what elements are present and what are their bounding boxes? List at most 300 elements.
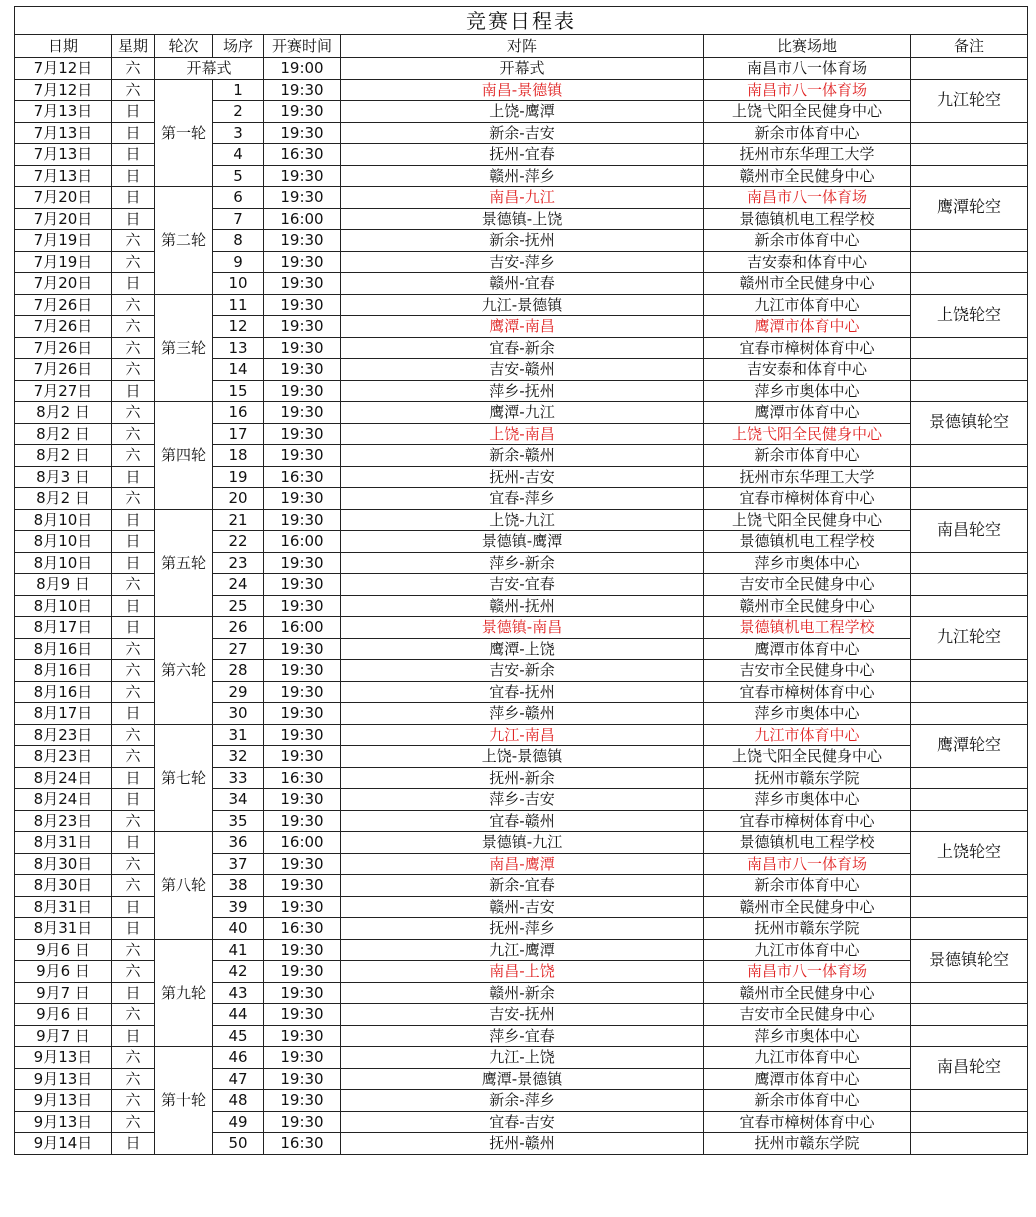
match-venue: 景德镇机电工程学校 (704, 617, 911, 639)
match-time: 19:30 (264, 380, 341, 402)
round-remark: 九江轮空 (911, 617, 1028, 660)
match-number: 10 (213, 273, 264, 295)
match-weekday: 六 (112, 746, 155, 768)
match-weekday: 日 (112, 101, 155, 123)
match-time: 19:30 (264, 595, 341, 617)
match-weekday: 日 (112, 918, 155, 940)
match-time: 19:30 (264, 552, 341, 574)
match-date: 7月13日 (15, 101, 112, 123)
match-weekday: 六 (112, 1111, 155, 1133)
match-time: 19:30 (264, 939, 341, 961)
table-row (15, 509, 1028, 531)
match-number: 39 (213, 896, 264, 918)
match-matchup: 景德镇-九江 (341, 832, 704, 854)
round-label: 第五轮 (155, 509, 213, 617)
match-weekday: 六 (112, 853, 155, 875)
match-weekday: 日 (112, 982, 155, 1004)
match-number: 16 (213, 402, 264, 424)
match-time: 19:30 (264, 122, 341, 144)
match-time: 19:30 (264, 703, 341, 725)
match-venue: 赣州市全民健身中心 (704, 595, 911, 617)
match-weekday: 六 (112, 294, 155, 316)
remark-empty (911, 810, 1028, 832)
column-header: 轮次 (155, 35, 213, 58)
match-matchup: 吉安-新余 (341, 660, 704, 682)
match-time: 19:30 (264, 251, 341, 273)
match-time: 19:30 (264, 187, 341, 209)
match-time: 19:30 (264, 1068, 341, 1090)
remark-empty (911, 574, 1028, 596)
match-weekday: 六 (112, 810, 155, 832)
opening-label: 开幕式 (155, 58, 264, 80)
round-label: 第一轮 (155, 79, 213, 187)
remark-empty (911, 251, 1028, 273)
match-number: 11 (213, 294, 264, 316)
match-matchup: 鹰潭-南昌 (341, 316, 704, 338)
match-weekday: 日 (112, 531, 155, 553)
round-remark: 鹰潭轮空 (911, 724, 1028, 767)
match-date: 7月13日 (15, 165, 112, 187)
match-time: 16:30 (264, 767, 341, 789)
match-venue: 抚州市赣东学院 (704, 918, 911, 940)
schedule-sheet (14, 6, 1027, 1155)
match-weekday: 日 (112, 595, 155, 617)
match-time: 16:00 (264, 208, 341, 230)
match-venue: 赣州市全民健身中心 (704, 273, 911, 295)
match-date: 8月2 日 (15, 402, 112, 424)
round-remark: 鹰潭轮空 (911, 187, 1028, 230)
match-number: 15 (213, 380, 264, 402)
match-time: 19:30 (264, 165, 341, 187)
match-matchup: 抚州-萍乡 (341, 918, 704, 940)
match-number: 38 (213, 875, 264, 897)
match-venue: 九江市体育中心 (704, 724, 911, 746)
match-matchup: 上饶-九江 (341, 509, 704, 531)
match-weekday: 六 (112, 724, 155, 746)
match-number: 23 (213, 552, 264, 574)
match-venue: 赣州市全民健身中心 (704, 896, 911, 918)
match-venue: 鹰潭市体育中心 (704, 638, 911, 660)
match-time: 19:30 (264, 273, 341, 295)
match-date: 8月30日 (15, 875, 112, 897)
match-matchup: 上饶-南昌 (341, 423, 704, 445)
match-venue: 景德镇机电工程学校 (704, 208, 911, 230)
match-weekday: 日 (112, 122, 155, 144)
opening-matchup: 开幕式 (341, 58, 704, 80)
match-matchup: 吉安-萍乡 (341, 251, 704, 273)
remark-empty (911, 165, 1028, 187)
match-venue: 景德镇机电工程学校 (704, 832, 911, 854)
match-venue: 萍乡市奥体中心 (704, 789, 911, 811)
match-matchup: 萍乡-抚州 (341, 380, 704, 402)
match-venue: 南昌市八一体育场 (704, 853, 911, 875)
match-time: 19:30 (264, 101, 341, 123)
table-row (15, 724, 1028, 746)
match-matchup: 南昌-九江 (341, 187, 704, 209)
match-date: 7月26日 (15, 337, 112, 359)
match-matchup: 九江-南昌 (341, 724, 704, 746)
match-date: 7月13日 (15, 144, 112, 166)
match-date: 8月24日 (15, 767, 112, 789)
match-venue: 吉安市全民健身中心 (704, 1004, 911, 1026)
remark-empty (911, 595, 1028, 617)
match-matchup: 南昌-景德镇 (341, 79, 704, 101)
match-venue: 鹰潭市体育中心 (704, 1068, 911, 1090)
match-time: 16:00 (264, 531, 341, 553)
match-number: 8 (213, 230, 264, 252)
match-number: 25 (213, 595, 264, 617)
round-remark: 上饶轮空 (911, 832, 1028, 875)
match-number: 27 (213, 638, 264, 660)
match-matchup: 南昌-上饶 (341, 961, 704, 983)
match-date: 8月24日 (15, 789, 112, 811)
match-time: 19:30 (264, 1004, 341, 1026)
match-number: 34 (213, 789, 264, 811)
match-time: 19:30 (264, 423, 341, 445)
match-matchup: 萍乡-吉安 (341, 789, 704, 811)
match-date: 8月2 日 (15, 423, 112, 445)
match-weekday: 六 (112, 445, 155, 467)
remark-empty (911, 273, 1028, 295)
match-date: 8月30日 (15, 853, 112, 875)
match-number: 4 (213, 144, 264, 166)
match-weekday: 六 (112, 1004, 155, 1026)
match-date: 8月31日 (15, 896, 112, 918)
match-number: 48 (213, 1090, 264, 1112)
match-matchup: 宜春-新余 (341, 337, 704, 359)
match-number: 42 (213, 961, 264, 983)
match-venue: 抚州市赣东学院 (704, 1133, 911, 1155)
match-weekday: 日 (112, 617, 155, 639)
match-venue: 抚州市东华理工大学 (704, 144, 911, 166)
match-matchup: 九江-上饶 (341, 1047, 704, 1069)
match-date: 7月26日 (15, 316, 112, 338)
match-weekday: 六 (112, 961, 155, 983)
match-matchup: 景德镇-鹰潭 (341, 531, 704, 553)
match-date: 9月6 日 (15, 1004, 112, 1026)
remark-empty (911, 466, 1028, 488)
match-venue: 赣州市全民健身中心 (704, 982, 911, 1004)
match-weekday: 六 (112, 488, 155, 510)
match-weekday: 日 (112, 767, 155, 789)
match-time: 19:30 (264, 1025, 341, 1047)
match-weekday: 六 (112, 402, 155, 424)
match-matchup: 吉安-抚州 (341, 1004, 704, 1026)
match-weekday: 日 (112, 789, 155, 811)
match-time: 19:30 (264, 681, 341, 703)
column-header: 比赛场地 (704, 35, 911, 58)
match-number: 30 (213, 703, 264, 725)
match-number: 37 (213, 853, 264, 875)
match-matchup: 抚州-吉安 (341, 466, 704, 488)
match-number: 26 (213, 617, 264, 639)
match-number: 32 (213, 746, 264, 768)
column-header: 对阵 (341, 35, 704, 58)
match-matchup: 新余-赣州 (341, 445, 704, 467)
match-matchup: 新余-宜春 (341, 875, 704, 897)
remark-empty (911, 445, 1028, 467)
match-venue: 萍乡市奥体中心 (704, 703, 911, 725)
match-weekday: 六 (112, 316, 155, 338)
match-date: 8月23日 (15, 724, 112, 746)
match-date: 7月26日 (15, 359, 112, 381)
match-number: 35 (213, 810, 264, 832)
round-remark: 南昌轮空 (911, 1047, 1028, 1090)
match-weekday: 六 (112, 230, 155, 252)
round-label: 第二轮 (155, 187, 213, 295)
opening-time: 19:00 (264, 58, 341, 80)
round-label: 第九轮 (155, 939, 213, 1047)
match-venue: 九江市体育中心 (704, 1047, 911, 1069)
match-time: 16:30 (264, 144, 341, 166)
remark-empty (911, 230, 1028, 252)
match-time: 19:30 (264, 789, 341, 811)
round-label: 第四轮 (155, 402, 213, 510)
match-time: 19:30 (264, 853, 341, 875)
match-date: 9月6 日 (15, 961, 112, 983)
match-time: 19:30 (264, 316, 341, 338)
remark-empty (911, 488, 1028, 510)
match-date: 8月2 日 (15, 445, 112, 467)
match-date: 7月13日 (15, 122, 112, 144)
match-matchup: 萍乡-赣州 (341, 703, 704, 725)
match-date: 8月10日 (15, 509, 112, 531)
match-number: 5 (213, 165, 264, 187)
match-number: 22 (213, 531, 264, 553)
match-date: 8月17日 (15, 617, 112, 639)
match-weekday: 日 (112, 208, 155, 230)
round-remark: 上饶轮空 (911, 294, 1028, 337)
remark-empty (911, 1004, 1028, 1026)
match-matchup: 抚州-赣州 (341, 1133, 704, 1155)
match-time: 16:00 (264, 832, 341, 854)
match-date: 8月16日 (15, 681, 112, 703)
match-weekday: 日 (112, 896, 155, 918)
match-venue: 宜春市樟树体育中心 (704, 681, 911, 703)
schedule-table (14, 6, 1028, 1155)
column-header: 开赛时间 (264, 35, 341, 58)
match-weekday: 六 (112, 1047, 155, 1069)
match-date: 8月10日 (15, 595, 112, 617)
match-weekday: 日 (112, 273, 155, 295)
match-date: 8月3 日 (15, 466, 112, 488)
match-number: 43 (213, 982, 264, 1004)
remark-empty (911, 918, 1028, 940)
match-venue: 南昌市八一体育场 (704, 961, 911, 983)
match-venue: 赣州市全民健身中心 (704, 165, 911, 187)
match-time: 19:30 (264, 488, 341, 510)
match-venue: 宜春市樟树体育中心 (704, 1111, 911, 1133)
match-matchup: 新余-抚州 (341, 230, 704, 252)
remark-empty (911, 789, 1028, 811)
match-time: 19:30 (264, 1111, 341, 1133)
match-matchup: 赣州-抚州 (341, 595, 704, 617)
match-weekday: 日 (112, 380, 155, 402)
match-matchup: 吉安-宜春 (341, 574, 704, 596)
match-weekday: 六 (112, 79, 155, 101)
match-weekday: 日 (112, 703, 155, 725)
match-date: 8月17日 (15, 703, 112, 725)
match-venue: 抚州市东华理工大学 (704, 466, 911, 488)
match-time: 19:30 (264, 875, 341, 897)
match-matchup: 萍乡-新余 (341, 552, 704, 574)
match-date: 8月9 日 (15, 574, 112, 596)
match-number: 7 (213, 208, 264, 230)
match-time: 19:30 (264, 79, 341, 101)
match-number: 1 (213, 79, 264, 101)
match-matchup: 景德镇-上饶 (341, 208, 704, 230)
match-weekday: 日 (112, 144, 155, 166)
match-date: 9月13日 (15, 1111, 112, 1133)
match-venue: 上饶弋阳全民健身中心 (704, 423, 911, 445)
match-date: 7月19日 (15, 251, 112, 273)
remark-empty (911, 552, 1028, 574)
match-date: 8月23日 (15, 746, 112, 768)
match-matchup: 赣州-宜春 (341, 273, 704, 295)
match-time: 19:30 (264, 574, 341, 596)
match-number: 3 (213, 122, 264, 144)
match-date: 9月13日 (15, 1090, 112, 1112)
match-matchup: 宜春-吉安 (341, 1111, 704, 1133)
match-matchup: 九江-景德镇 (341, 294, 704, 316)
match-time: 19:30 (264, 961, 341, 983)
remark-empty (911, 767, 1028, 789)
match-matchup: 赣州-吉安 (341, 896, 704, 918)
match-number: 13 (213, 337, 264, 359)
match-matchup: 宜春-抚州 (341, 681, 704, 703)
match-number: 9 (213, 251, 264, 273)
match-time: 19:30 (264, 724, 341, 746)
remark-empty (911, 337, 1028, 359)
match-date: 7月12日 (15, 79, 112, 101)
match-matchup: 宜春-萍乡 (341, 488, 704, 510)
header-row (15, 35, 1028, 58)
match-venue: 九江市体育中心 (704, 294, 911, 316)
match-matchup: 赣州-萍乡 (341, 165, 704, 187)
match-venue: 宜春市樟树体育中心 (704, 488, 911, 510)
match-weekday: 六 (112, 681, 155, 703)
match-date: 7月20日 (15, 187, 112, 209)
match-matchup: 南昌-鹰潭 (341, 853, 704, 875)
round-label: 第七轮 (155, 724, 213, 832)
match-time: 19:30 (264, 896, 341, 918)
remark-empty (911, 1111, 1028, 1133)
opening-row (15, 58, 1028, 80)
match-weekday: 六 (112, 359, 155, 381)
match-number: 14 (213, 359, 264, 381)
match-weekday: 六 (112, 1068, 155, 1090)
remark-empty (911, 1090, 1028, 1112)
match-time: 16:00 (264, 617, 341, 639)
match-number: 40 (213, 918, 264, 940)
match-venue: 吉安市全民健身中心 (704, 574, 911, 596)
match-number: 21 (213, 509, 264, 531)
table-row (15, 187, 1028, 209)
match-date: 9月6 日 (15, 939, 112, 961)
round-label: 第六轮 (155, 617, 213, 725)
match-venue: 吉安泰和体育中心 (704, 251, 911, 273)
column-header: 备注 (911, 35, 1028, 58)
match-date: 8月23日 (15, 810, 112, 832)
opening-venue: 南昌市八一体育场 (704, 58, 911, 80)
match-matchup: 吉安-赣州 (341, 359, 704, 381)
match-venue: 新余市体育中心 (704, 1090, 911, 1112)
match-time: 16:30 (264, 918, 341, 940)
table-row (15, 294, 1028, 316)
match-weekday: 六 (112, 875, 155, 897)
match-venue: 抚州市赣东学院 (704, 767, 911, 789)
match-weekday: 日 (112, 1133, 155, 1155)
match-weekday: 六 (112, 251, 155, 273)
match-matchup: 宜春-赣州 (341, 810, 704, 832)
match-matchup: 鹰潭-景德镇 (341, 1068, 704, 1090)
match-date: 9月7 日 (15, 982, 112, 1004)
remark-empty (911, 660, 1028, 682)
match-matchup: 抚州-新余 (341, 767, 704, 789)
match-weekday: 六 (112, 1090, 155, 1112)
table-row (15, 617, 1028, 639)
match-date: 7月19日 (15, 230, 112, 252)
match-date: 8月16日 (15, 660, 112, 682)
match-matchup: 新余-吉安 (341, 122, 704, 144)
match-weekday: 六 (112, 939, 155, 961)
match-weekday: 六 (112, 423, 155, 445)
match-matchup: 赣州-新余 (341, 982, 704, 1004)
match-venue: 南昌市八一体育场 (704, 79, 911, 101)
match-time: 19:30 (264, 509, 341, 531)
round-remark: 南昌轮空 (911, 509, 1028, 552)
match-date: 9月13日 (15, 1068, 112, 1090)
match-number: 29 (213, 681, 264, 703)
match-time: 16:30 (264, 1133, 341, 1155)
match-date: 7月27日 (15, 380, 112, 402)
match-matchup: 景德镇-南昌 (341, 617, 704, 639)
match-weekday: 日 (112, 1025, 155, 1047)
match-weekday: 日 (112, 165, 155, 187)
match-weekday: 六 (112, 337, 155, 359)
remark-empty (911, 982, 1028, 1004)
remark-empty (911, 681, 1028, 703)
match-weekday: 日 (112, 509, 155, 531)
match-number: 45 (213, 1025, 264, 1047)
match-venue: 景德镇机电工程学校 (704, 531, 911, 553)
match-time: 19:30 (264, 359, 341, 381)
match-number: 44 (213, 1004, 264, 1026)
remark-empty (911, 144, 1028, 166)
match-time: 19:30 (264, 1047, 341, 1069)
match-venue: 九江市体育中心 (704, 939, 911, 961)
remark-empty (911, 875, 1028, 897)
match-venue: 鹰潭市体育中心 (704, 316, 911, 338)
match-number: 47 (213, 1068, 264, 1090)
match-venue: 宜春市樟树体育中心 (704, 810, 911, 832)
match-time: 19:30 (264, 337, 341, 359)
match-matchup: 上饶-景德镇 (341, 746, 704, 768)
table-row (15, 939, 1028, 961)
schedule-body (15, 58, 1028, 1155)
match-time: 19:30 (264, 810, 341, 832)
opening-date: 7月12日 (15, 58, 112, 80)
match-date: 8月16日 (15, 638, 112, 660)
match-weekday: 六 (112, 574, 155, 596)
match-venue: 上饶弋阳全民健身中心 (704, 101, 911, 123)
match-number: 12 (213, 316, 264, 338)
match-date: 8月10日 (15, 552, 112, 574)
column-header: 星期 (112, 35, 155, 58)
opening-remark (911, 58, 1028, 80)
match-number: 18 (213, 445, 264, 467)
match-date: 9月7 日 (15, 1025, 112, 1047)
